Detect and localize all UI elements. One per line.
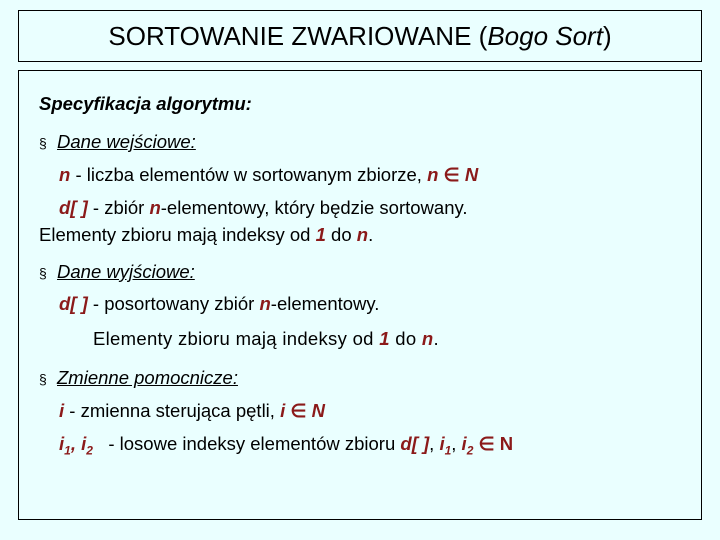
index-text: Elementy zbioru mają indeksy od [93,328,380,349]
sub-2: 2 [466,443,474,458]
var-i: i [59,400,65,421]
aux-i-row [59,400,325,422]
input-d-row [59,197,468,219]
d-desc: -elementowy, który będzie sortowany. [160,197,468,218]
var-i2: i [461,433,467,454]
input-n-row [59,164,478,186]
bullet-icon: § [39,371,47,387]
var-i: i [280,400,286,421]
index-dot: . [368,224,374,245]
aux-heading-row [39,367,238,389]
set-n: N [311,400,325,421]
var-n: n [259,293,271,314]
var-d: d[ ] [59,293,88,314]
rand-desc: - losowe indeksy elementów zbioru [92,433,401,454]
index-do: do [325,224,357,245]
index-one: 1 [315,224,326,245]
var-d: d[ ] [59,197,88,218]
output-index-row [93,328,439,350]
aux-random-row [59,433,513,458]
sub-1: 1 [444,443,452,458]
element-of-icon: ∈ [473,433,500,454]
slide-title [18,10,702,62]
output-heading-row [39,261,195,283]
title-prefix: SORTOWANIE ZWARIOWANE ( [108,20,488,51]
var-i2: i [81,433,87,454]
content-box [18,70,702,520]
index-one: 1 [379,328,390,349]
var-n: n [356,224,369,245]
var-i1: i [439,433,445,454]
d-desc: -elementowy. [270,293,380,314]
bullet-icon: § [39,265,47,281]
i-desc: - zmienna sterująca pętli, [64,400,281,421]
element-of-icon: ∈ [438,164,465,185]
output-heading: Dane wyjściowe: [57,261,195,282]
output-d-row [59,293,379,315]
d-desc: - posortowany zbiór [87,293,260,314]
sub-1: 1 [64,443,71,458]
set-n: N [464,164,479,185]
set-n: N [499,433,514,454]
input-index-row [39,224,373,246]
var-n: n [149,197,161,218]
input-heading-row [39,131,196,153]
title-italic: Bogo Sort [487,20,603,51]
var-n: n [427,164,439,185]
index-text: Elementy zbioru mają indeksy od [39,224,316,245]
comma: , [451,433,462,454]
var-n: n [421,328,434,349]
var-d: d[ ] [400,433,430,454]
index-do: do [389,328,422,349]
comma: , [70,433,82,454]
index-dot: . [433,328,439,349]
var-n: n [59,164,71,185]
comma: , [429,433,440,454]
d-desc: - zbiór [87,197,150,218]
sub-2: 2 [86,443,93,458]
bullet-icon: § [39,135,47,151]
spec-heading: Specyfikacja algorytmu: [39,93,252,114]
n-desc: - liczba elementów w sortowanym zbiorze, [70,164,428,185]
title-suffix: ) [602,20,612,51]
aux-heading: Zmienne pomocnicze: [57,367,238,388]
var-i1: i [59,433,65,454]
input-heading: Dane wejściowe: [57,131,196,152]
element-of-icon: ∈ [285,400,312,421]
